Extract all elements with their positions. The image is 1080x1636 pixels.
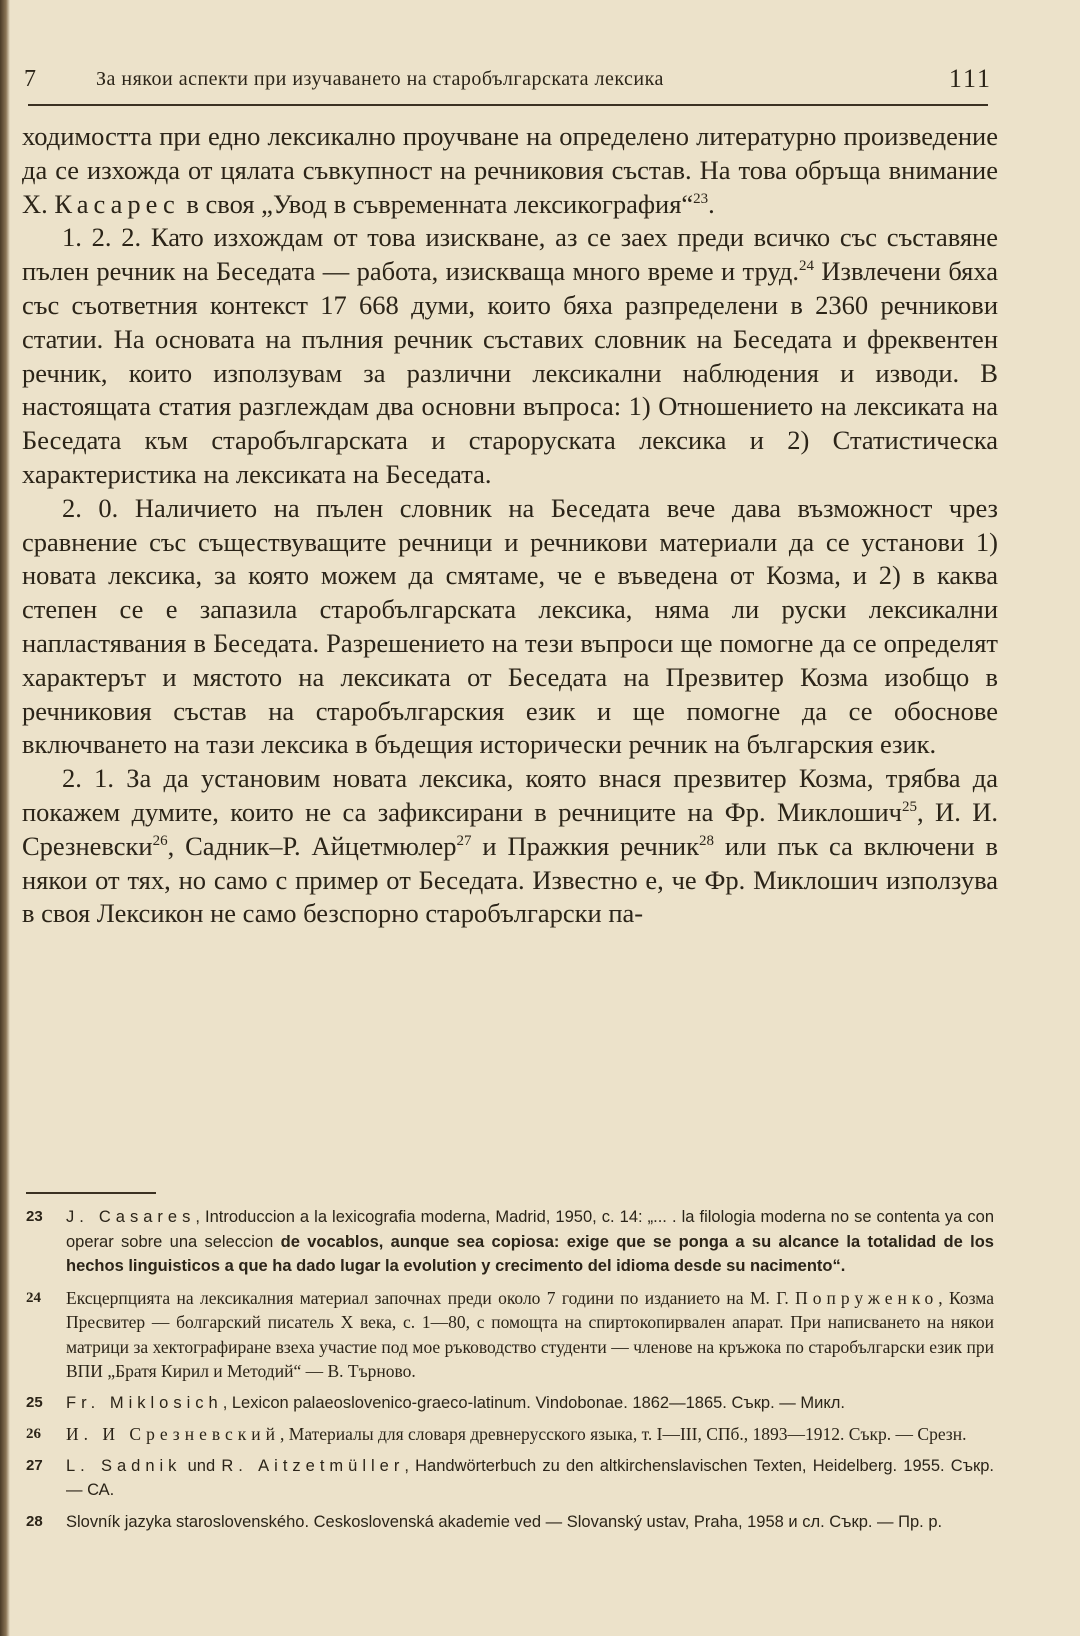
running-title: За някои аспекти при изучаването на старобългарската лексика: [96, 68, 664, 90]
paragraph-1-2-2: 1. 2. 2. Като изхождам от това изискване, аз се заех преди всичко със съставяне пълен речник на Беседата — работа, изискваща много време и труд.$^{24}$ Извлечени бяха със съответния контекст 17 668 думи, които бяха разпределени в 2360 речникови статии. На основата на пълния речник съставих словник на Беседата и фреквентен речник, които използувам за различни лексикални наблюдения и изводи. В настоящата статия разглеждам два основни въпроса: 1) Отношението на лексиката на Беседата към старобългарската и староруската лексика и 2) Статистическа характеристика на лексиката на Беседата.: [22, 222, 998, 489]
paragraph-2-0: 2. 0. Наличието на пълен словник на Беседата вече дава възможност чрез сравнение със съществуващите речници и речникови материали да се установи 1) новата лексика, за която можем да смятаме, че е въведена от Козма, и 2) в каква степен се е запазила старобългарската лексика, няма ли руски лексикални напластявания в Беседата. Разрешението на тези въпроси ще помогне да се определят характерът и мястото на лексиката от Беседата на Презвитер Козма изобщо в речниковия състав на старобългарския език и ще помогне да се обоснове включването на тази лексика в бъдещия исторически речник на българския език.: [22, 492, 998, 760]
footnote-ref: 26: [152, 832, 168, 849]
footnote-ref: 24: [799, 258, 815, 275]
author-name: Касарес: [54, 188, 180, 219]
footnote-ref: 27: [456, 832, 472, 849]
header-rule: [28, 104, 988, 106]
page-number: 111: [948, 64, 992, 93]
footnote-26: 26 И. И Срезневский, Материалы для словаря древнерусского языка, т. I—III, СПб., 1893—1912. Съкр. — Срезн.: [26, 1424, 967, 1444]
footnote-ref: 23: [693, 190, 709, 207]
footnote-rule: [26, 1192, 156, 1194]
footnote-28: 28 Slovník jazyka staroslovenského. Ceskoslovenská akademie ved — Slovanský ustav, Praha, 1958 и сл. Съкр. — Пр. р.: [26, 1512, 943, 1531]
footnotes: [26, 1205, 994, 1541]
footnote-23: 23 J. Casares, Introduccion a la lexicografia moderna, Madrid, 1950, c. 14: „... . la filologia moderna no se contenta ya con operar sobre una seleccion de vocablos, aunque sea copiosa: exige que se ponga a su alcance la totalidad de los hechos linguisticos a que ha dado lugar la evolution y crecimento del idioma desde su nacimento“.: [26, 1208, 995, 1275]
paragraph-2-1: 2. 1. За да установим новата лексика, която внася презвитер Козма, трябва да покажем думите, които не са зафиксирани в речниците на Фр. Миклошич$^{25}$, И. И. Срезневски$^{26}$, Садник–Р. Айцетмюлер$^{27}$ и Пражкия речник$^{28}$ или пък са включени в някои от тях, но само с пример от Беседата. Известно е, че Фр. Миклошич използува в своя Лексикон не само безспорно старобългарски па-: [22, 763, 998, 929]
footnote-ref: 28: [698, 832, 714, 849]
footnote-25: 25 Fr. Miklosich, Lexicon palaeoslovenico-graeco-latinum. Vindobonae. 1862—1865. Съкр. — Микл.: [26, 1393, 845, 1412]
paragraph-1: ходимостта при едно лексикално проучване на определено литературно произведение да се изхожда от цялата съвкупност на речниковия състав. На това обръща внимание Х. Касарес в своя „Увод в съвременната лексикография“$^{23}$.: [22, 121, 998, 219]
book-spine-shadow: [0, 0, 10, 1636]
footnote-27: 27 L. Sadnik und R. Aitzetmüller, Handwörterbuch zu den altkirchenslavischen Texten, Heidelberg. 1955. Съкр. — СА.: [26, 1456, 994, 1499]
footnote-24: 24 Ексцерпцията на лексикалния материал започнах преди около 7 години по изданието на М. Г. Попруженко, Козма Пресвитер — болгарский писатель X века, с. 1—80, с помощта на спиртокопирвален апарат. При написването на някои матрици за хектографиране взеха участие под мое ръководство студенти — членове на кръжока по старобългарски език при ВПИ „Братя Кирил и Методий“ — В. Търново.: [26, 1287, 994, 1381]
footnote-ref: 25: [902, 799, 918, 816]
main-text: [22, 120, 998, 931]
running-header: [24, 62, 1024, 102]
left-page-number: 7: [24, 66, 36, 92]
